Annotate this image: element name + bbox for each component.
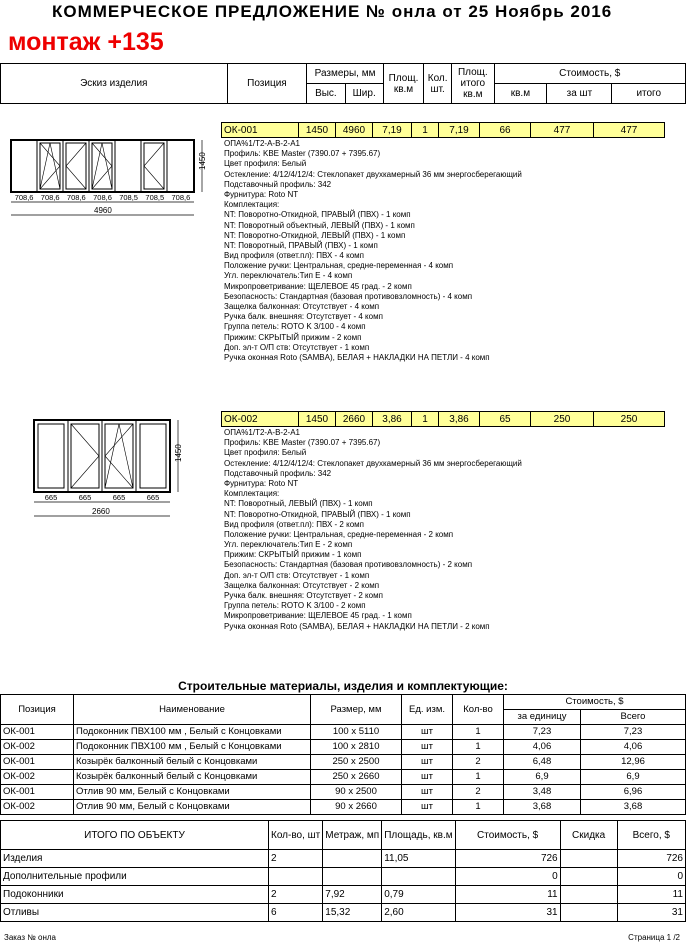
table-cell: ОК-002 <box>1 740 74 755</box>
table-cell: 1 <box>453 770 504 785</box>
spec-line: Угл. переключатель:Тип Е - 2 комп <box>224 540 353 550</box>
table-cell <box>269 868 323 886</box>
table-cell: 250 x 2660 <box>311 770 402 785</box>
table-cell: 2 <box>453 755 504 770</box>
table-cell: шт <box>402 770 453 785</box>
mat-col-name: Наименование <box>74 695 311 725</box>
tot-col-length: Метраж, мп <box>323 821 382 850</box>
table-cell: Дополнительные профили <box>1 868 269 886</box>
spec-line: Комплектация: <box>224 200 280 210</box>
tot-col-qty: Кол-во, шт <box>269 821 323 850</box>
table-cell: 12,96 <box>581 755 686 770</box>
table-cell <box>323 850 382 868</box>
spec-line: Остекление: 4/12/4/12/4: Стеклопакет двухкамерный 36 мм энергосберегающий <box>224 169 522 179</box>
spec-line: Группа петель: ROTO K 3/100 - 4 комп <box>224 322 366 332</box>
table-cell: Отлив 90 мм, Белый с Концовками <box>74 800 311 815</box>
spec-line: Безопасность: Стандартная (базовая противовзломность) - 2 комп <box>224 560 473 570</box>
spec-line: NT: Поворотный, ПРАВЫЙ (ПВХ) - 1 комп <box>224 240 378 250</box>
mat-col-unit: Ед. изм. <box>402 695 453 725</box>
sketch-dim-label: 708,6 <box>171 193 191 202</box>
table-cell: 100 x 2810 <box>311 740 402 755</box>
col-area: Площ. кв.м <box>383 64 423 104</box>
table-cell: Отливы <box>1 904 269 922</box>
spec-line: Цвет профиля: Белый <box>224 159 307 169</box>
spec-line: Подставочный профиль: 342 <box>224 179 332 189</box>
footer-page: Страница 1 /2 <box>628 933 680 942</box>
table-row <box>1 755 686 770</box>
table-cell: ОК-001 <box>1 785 74 800</box>
table-row <box>1 850 686 868</box>
spec-line: NT: Поворотно-Откидной, ПРАВЫЙ (ПВХ) - 1 комп <box>224 210 411 220</box>
spec-line: ОПА%1/Т2-А-В-2-А1 <box>224 428 300 437</box>
tot-col-cost: Стоимость, $ <box>455 821 560 850</box>
spec-line: Положение ручки: Центральная, средне-переменная - 4 комп <box>224 261 454 271</box>
sketch-dim-label: 665 <box>44 493 58 502</box>
spec-line: Группа петель: ROTO K 3/100 - 2 комп <box>224 601 366 611</box>
spec-line: Вид профиля (ответ.пл): ПВХ - 2 комп <box>224 519 364 529</box>
table-cell: 90 x 2660 <box>311 800 402 815</box>
mat-col-qty: Кол-во <box>453 695 504 725</box>
col-sketch: Эскиз изделия <box>1 64 228 104</box>
table-cell: 3,68 <box>504 800 581 815</box>
table-cell <box>382 868 455 886</box>
col-sizes: Размеры, мм <box>307 64 384 84</box>
item-per-unit: 250 <box>531 412 594 427</box>
spec-line: Защелка балконная: Отсутствует - 2 комп <box>224 580 380 590</box>
table-cell: шт <box>402 725 453 740</box>
table-cell: 2 <box>269 850 323 868</box>
table-row <box>1 868 686 886</box>
spec-line: Остекление: 4/12/4/12/4: Стеклопакет двухкамерный 36 мм энергосберегающий <box>224 458 522 468</box>
table-cell: 11 <box>617 886 685 904</box>
spec-line: Микропроветривание: ЩЕЛЕВОЕ 45 град. - 1 комп <box>224 611 412 621</box>
table-cell: шт <box>402 740 453 755</box>
col-total-area: Площ. итого кв.м <box>452 64 494 104</box>
sketch-dim-label: 708,6 <box>14 193 34 202</box>
spec-line: Прижим: СКРЫТЫЙ прижим - 1 комп <box>224 550 362 560</box>
table-cell: 2 <box>453 785 504 800</box>
spec-line: Подставочный профиль: 342 <box>224 468 332 478</box>
table-cell: 6,9 <box>581 770 686 785</box>
spec-line: Профиль: KBE Master (7390.07 + 7395.67) <box>224 438 381 448</box>
table-cell: Отлив 90 мм, Белый с Концовками <box>74 785 311 800</box>
spec-line: Защелка балконная: Отсутствует - 4 комп <box>224 302 380 311</box>
sketch-dim-label: 665 <box>112 493 126 502</box>
table-cell: 100 x 5110 <box>311 725 402 740</box>
tot-col-total: Всего, $ <box>617 821 685 850</box>
col-per-unit: за шт <box>547 84 612 104</box>
sketch-dim-label: 708,5 <box>145 193 165 202</box>
spec-line: Фурнитура: Roto NT <box>224 189 299 199</box>
page-title: КОММЕРЧЕСКОЕ ПРЕДЛОЖЕНИЕ № онла от 25 Ноябрь 2016 <box>52 2 613 21</box>
spec-line: Микропроветривание: ЩЕЛЕВОЕ 45 град. - 2 комп <box>224 281 412 291</box>
col-cost: Стоимость, $ <box>494 64 685 84</box>
table-cell: 3,68 <box>581 800 686 815</box>
table-cell: 11,05 <box>382 850 455 868</box>
columns-header <box>0 63 686 104</box>
table-cell: 2 <box>269 886 323 904</box>
window-sketch-ok-002 <box>30 416 200 524</box>
table-cell: 4,06 <box>504 740 581 755</box>
tot-col-name: ИТОГО ПО ОБЪЕКТУ <box>1 821 269 850</box>
sketch-dim-label: 708,5 <box>119 193 138 202</box>
spec-line: NT: Поворотно-Откидной, ЛЕВЫЙ (ПВХ) - 1 комп <box>224 230 406 240</box>
table-cell: 11 <box>455 886 560 904</box>
spec-line: NT: Поворотный объектный, ЛЕВЫЙ (ПВХ) - 1 комп <box>224 220 415 230</box>
table-cell: 1 <box>453 725 504 740</box>
table-cell: 6,9 <box>504 770 581 785</box>
table-cell: 726 <box>455 850 560 868</box>
table-row <box>1 904 686 922</box>
mat-col-position: Позиция <box>1 695 74 725</box>
table-cell: 1 <box>453 800 504 815</box>
col-qty: Кол. шт. <box>424 64 452 104</box>
table-cell: Изделия <box>1 850 269 868</box>
item-row <box>221 411 665 427</box>
sketch-dim-label: 665 <box>146 493 160 502</box>
mat-col-cost: Стоимость, $ <box>504 695 686 710</box>
item-per-sqm: 65 <box>480 412 531 427</box>
sketch-overall-width: 4960 <box>94 206 112 215</box>
table-cell: 0 <box>617 868 685 886</box>
sketch-height-label: 1450 <box>174 444 183 462</box>
totals-table <box>0 820 686 922</box>
table-cell: 7,92 <box>323 886 382 904</box>
table-cell <box>560 904 617 922</box>
table-cell: 7,23 <box>581 725 686 740</box>
table-cell: 6,48 <box>504 755 581 770</box>
table-cell <box>560 886 617 904</box>
col-position: Позиция <box>227 64 307 104</box>
table-row <box>1 770 686 785</box>
spec-line: Положение ручки: Центральная, средне-переменная - 2 комп <box>224 529 454 539</box>
spec-line: Ручка оконная Roto (SAMBA), БЕЛАЯ + НАКЛАДКИ НА ПЕТЛИ - 4 комп <box>224 352 490 362</box>
table-cell: ОК-001 <box>1 755 74 770</box>
item-height: 1450 <box>299 123 336 138</box>
spec-line: ОПА%1/Т2-А-В-2-А1 <box>224 139 300 148</box>
table-cell: 7,23 <box>504 725 581 740</box>
sketch-dim-label: 665 <box>78 493 92 502</box>
mat-col-size: Размер, мм <box>311 695 402 725</box>
table-cell: 250 x 2500 <box>311 755 402 770</box>
spec-line: NT: Поворотно-Откидной, ПРАВЫЙ (ПВХ) - 1 комп <box>224 509 411 519</box>
item-height: 1450 <box>299 412 336 427</box>
item-position: ОК-002 <box>222 412 299 427</box>
sketch-dim-label: 708,6 <box>93 193 112 202</box>
spec-line: Безопасность: Стандартная (базовая противовзломность) - 4 комп <box>224 291 473 301</box>
item-specs <box>224 428 522 632</box>
table-cell <box>560 850 617 868</box>
col-height: Выс. <box>307 84 345 104</box>
spec-line: Вид профиля (ответ.пл): ПВХ - 4 комп <box>224 251 364 261</box>
spec-line: Доп. эл-т О/П ств: Отсутствует - 1 комп <box>224 570 370 580</box>
table-cell: 90 x 2500 <box>311 785 402 800</box>
col-total: итого <box>612 84 686 104</box>
table-cell: 31 <box>617 904 685 922</box>
table-cell: 6,96 <box>581 785 686 800</box>
spec-line: Угл. переключатель:Тип Е - 4 комп <box>224 271 353 281</box>
spec-line: Профиль: KBE Master (7390.07 + 7395.67) <box>224 149 381 159</box>
mat-col-per-unit: за единицу <box>504 710 581 725</box>
table-cell <box>323 868 382 886</box>
table-cell: ОК-001 <box>1 725 74 740</box>
item-per-unit: 477 <box>531 123 594 138</box>
sketch-dim-label: 708,6 <box>66 193 86 202</box>
spec-line: Комплектация: <box>224 489 280 499</box>
materials-title: Строительные материалы, изделия и комплектующие: <box>178 679 508 693</box>
table-cell: шт <box>402 800 453 815</box>
table-row <box>1 740 686 755</box>
table-cell: 15,32 <box>323 904 382 922</box>
table-row <box>1 800 686 815</box>
table-cell: 4,06 <box>581 740 686 755</box>
table-cell: Подоконник ПВХ100 мм , Белый с Концовками <box>74 725 311 740</box>
table-row <box>1 886 686 904</box>
spec-line: Прижим: СКРЫТЫЙ прижим - 2 комп <box>224 332 362 342</box>
table-cell: 31 <box>455 904 560 922</box>
table-cell: Козырёк балконный белый с Концовками <box>74 755 311 770</box>
item-qty: 1 <box>412 412 439 427</box>
materials-table <box>0 694 686 815</box>
table-cell: Козырёк балконный белый с Концовками <box>74 770 311 785</box>
table-cell: ОК-002 <box>1 800 74 815</box>
item-area: 3,86 <box>373 412 412 427</box>
tot-col-area: Площадь, кв.м <box>382 821 455 850</box>
item-total: 477 <box>594 123 665 138</box>
tot-col-discount: Скидка <box>560 821 617 850</box>
table-cell: шт <box>402 755 453 770</box>
spec-line: Ручка балк. внешняя: Отсутствует - 4 комп <box>224 312 383 322</box>
item-total-area: 7,19 <box>439 123 480 138</box>
item-total: 250 <box>594 412 665 427</box>
table-row <box>1 785 686 800</box>
footer-order: Заказ № онла <box>4 933 56 942</box>
item-per-sqm: 66 <box>480 123 531 138</box>
item-width: 2660 <box>336 412 373 427</box>
table-cell: 0 <box>455 868 560 886</box>
item-position: ОК-001 <box>222 123 299 138</box>
table-row <box>1 725 686 740</box>
window-sketch-ok-001 <box>6 138 218 228</box>
item-qty: 1 <box>412 123 439 138</box>
table-cell: 3,48 <box>504 785 581 800</box>
table-cell: 2,60 <box>382 904 455 922</box>
item-specs <box>224 139 522 363</box>
sketch-height-label: 1450 <box>198 152 207 170</box>
table-cell: 0,79 <box>382 886 455 904</box>
table-cell <box>560 868 617 886</box>
spec-line: Фурнитура: Roto NT <box>224 478 299 488</box>
montage-note: монтаж +135 <box>8 28 164 56</box>
table-cell: 726 <box>617 850 685 868</box>
item-area: 7,19 <box>373 123 412 138</box>
spec-line: Ручка оконная Roto (SAMBA), БЕЛАЯ + НАКЛАДКИ НА ПЕТЛИ - 2 комп <box>224 621 490 631</box>
table-cell: 6 <box>269 904 323 922</box>
item-width: 4960 <box>336 123 373 138</box>
table-cell: ОК-002 <box>1 770 74 785</box>
sketch-dim-label: 708,6 <box>40 193 60 202</box>
col-per-sqm: кв.м <box>494 84 547 104</box>
spec-line: NT: Поворотный, ЛЕВЫЙ (ПВХ) - 1 комп <box>224 499 373 509</box>
table-cell: Подоконники <box>1 886 269 904</box>
col-width: Шир. <box>345 84 383 104</box>
item-row <box>221 122 665 138</box>
mat-col-total: Всего <box>581 710 686 725</box>
item-total-area: 3,86 <box>439 412 480 427</box>
table-cell: 1 <box>453 740 504 755</box>
sketch-overall-width: 2660 <box>92 507 110 516</box>
table-cell: Подоконник ПВХ100 мм , Белый с Концовками <box>74 740 311 755</box>
spec-line: Ручка балк. внешняя: Отсутствует - 2 комп <box>224 591 383 600</box>
spec-line: Цвет профиля: Белый <box>224 448 307 458</box>
table-cell: шт <box>402 785 453 800</box>
spec-line: Доп. эл-т О/П ств: Отсутствует - 1 комп <box>224 342 370 352</box>
